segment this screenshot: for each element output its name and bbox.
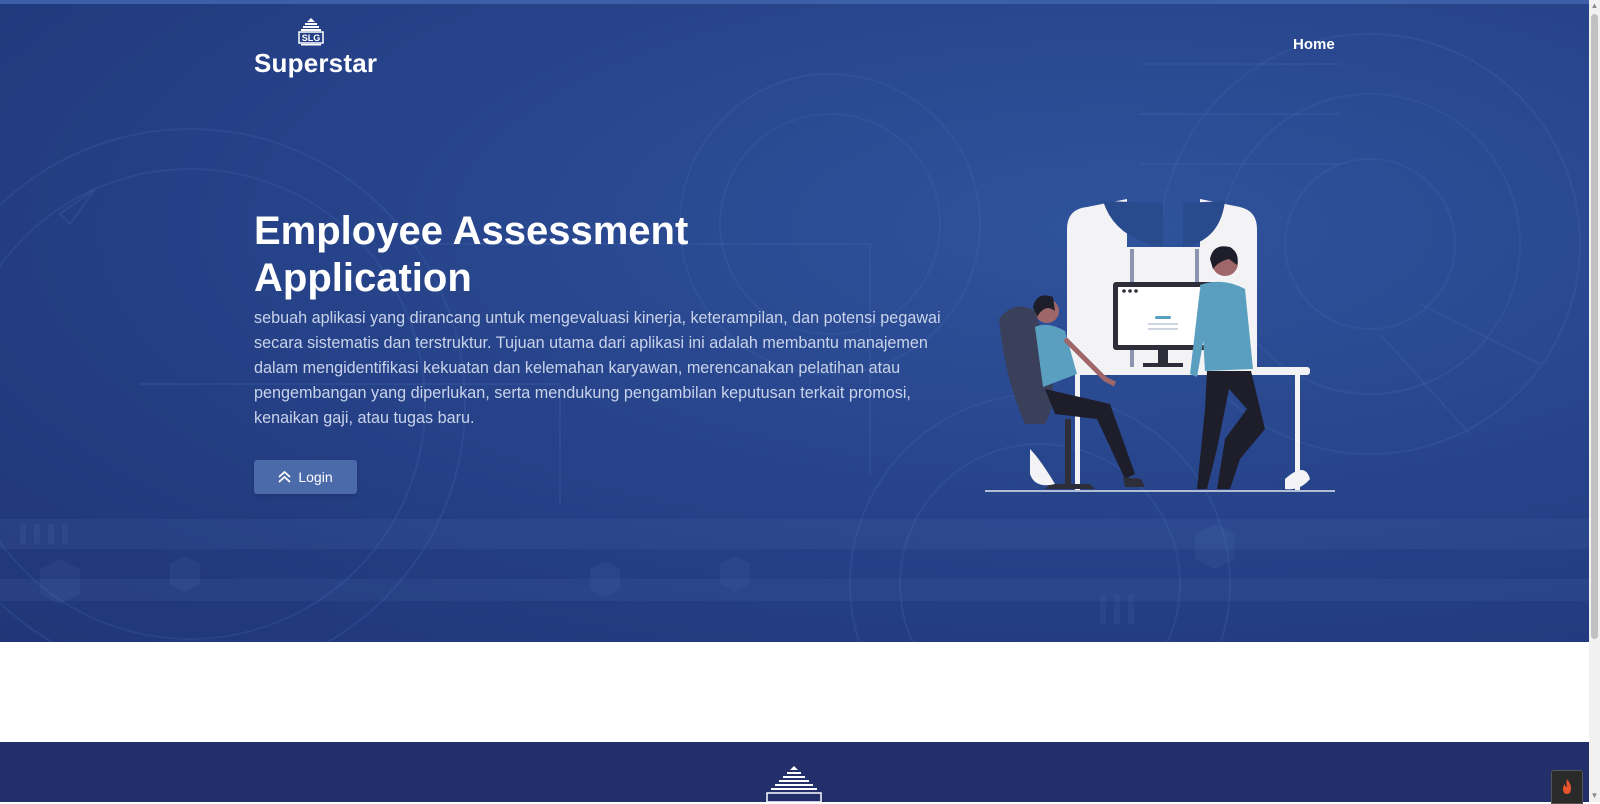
slg-logo-icon: [294, 18, 328, 48]
brand-name: Superstar: [254, 48, 378, 78]
login-button-label: Login: [298, 469, 333, 485]
scroll-up-arrow-icon[interactable]: ▲: [1590, 1, 1599, 10]
flame-icon: [1560, 779, 1574, 795]
page-title: Employee Assessment Application: [254, 209, 689, 300]
hero-description: sebuah aplikasi yang dirancang untuk mengevaluasi kinerja, keterampilan, dan potensi pegawai secara sistematis dan terstruktur. Tujuan utama dari aplikasi ini adalah membantu manajemen dalam mengidentifikasi kekuatan dan kelemahan karyawan, merencanakan pelatihan atau pengembangan yang diperlukan, serta mendukung pengambilan keputusan terkait promosi, kenaikan gaji, atau tugas baru.: [254, 309, 941, 427]
svg-text:SLG: SLG: [301, 33, 321, 43]
nav-home-link[interactable]: Home: [1293, 36, 1335, 53]
login-button[interactable]: [254, 460, 357, 494]
footer: [0, 742, 1589, 802]
scrollbar-thumb[interactable]: [1591, 14, 1598, 639]
scroll-down-arrow-icon[interactable]: ▼: [1590, 791, 1599, 800]
office-illustration: [985, 199, 1335, 499]
page-scrollbar[interactable]: [1589, 0, 1600, 802]
hero-section: [0, 4, 1589, 642]
content-spacer: [0, 642, 1589, 742]
footer-logo-icon: [764, 766, 824, 802]
floating-widget-button[interactable]: [1551, 770, 1583, 804]
double-chevron-up-icon: [278, 471, 291, 483]
